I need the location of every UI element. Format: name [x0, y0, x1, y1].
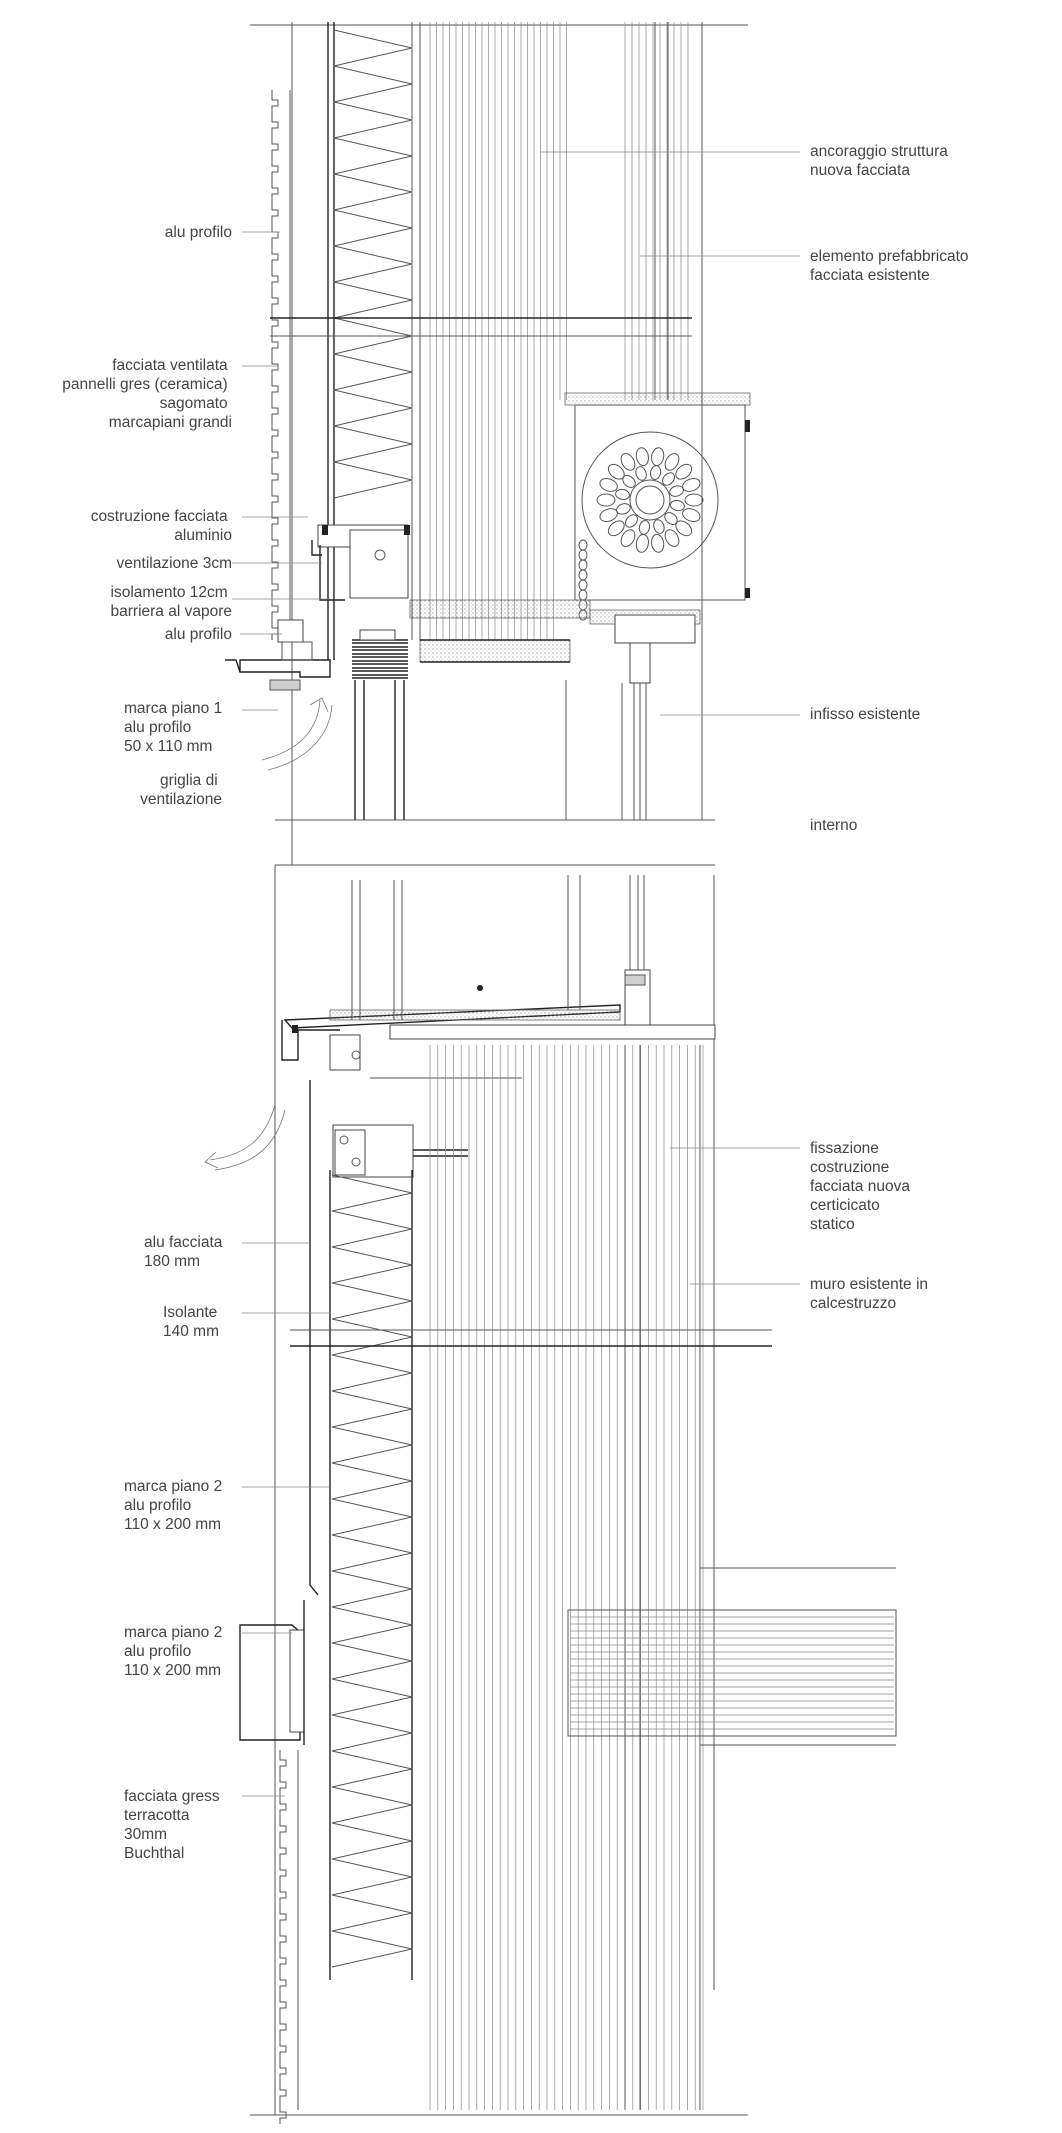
top-section [225, 22, 750, 865]
alu-bracket-top [312, 525, 410, 600]
label-muro-esistente: muro esistente in calcestruzzo [810, 1276, 929, 1312]
label-isolante: Isolante 140 mm [163, 1304, 219, 1340]
label-ventilazione: ventilazione 3cm [116, 555, 232, 572]
label-griglia: griglia di ventilazione [140, 772, 222, 808]
label-alu-profilo-1: alu profilo [164, 224, 232, 241]
label-marca-piano-2a: marca piano 2 alu profilo 110 x 200 mm [124, 1478, 223, 1533]
label-marca-piano-1: marca piano 1 alu profilo 50 x 110 mm [124, 700, 223, 755]
insulation-zigzag-bottom [332, 1175, 412, 1967]
label-infisso: infisso esistente [810, 706, 921, 723]
existing-window [615, 615, 695, 820]
label-alu-facciata: alu facciata 180 mm [144, 1234, 223, 1270]
label-facciata-ventilata: facciata ventilata pannelli gres (ceramica) sagomato marcapiani grandi [62, 357, 232, 431]
roller-shutter-box [565, 393, 750, 620]
label-isolamento: isolamento 12cm barriera al vapore [110, 584, 232, 620]
label-marca-piano-2b: marca piano 2 alu profilo 110 x 200 mm [124, 1624, 223, 1679]
label-alu-profilo-2: alu profilo [164, 626, 232, 643]
gres-panel-bottom [280, 1750, 298, 2124]
gres-panel-top [272, 90, 290, 640]
label-fissazione: fissazione costruzione facciata nuova certicicato statico [810, 1140, 910, 1233]
sealing-steps [352, 630, 408, 678]
bottom-section [205, 865, 896, 2124]
label-facciata-gress: facciata gress terracotta 30mm Buchthal [124, 1788, 220, 1862]
precast-element [430, 22, 688, 640]
fixing-bracket [310, 1078, 522, 1595]
window-sill [285, 875, 715, 1039]
concrete-wall [430, 1045, 703, 2110]
marca-piano-2-profile [240, 1600, 304, 1745]
marca-piano-1-profile [225, 620, 330, 690]
labels [62, 143, 973, 1862]
insulation-zigzag-top [334, 30, 412, 498]
label-costruzione-facciata: costruzione facciata aluminio [90, 508, 232, 544]
label-elemento-prefabbricato: elemento prefabbricato facciata esistente [810, 248, 969, 284]
sill-profile [282, 1020, 360, 1070]
label-ancoraggio: ancoraggio struttura nuova facciata [810, 143, 948, 179]
label-interno: interno [810, 817, 858, 834]
